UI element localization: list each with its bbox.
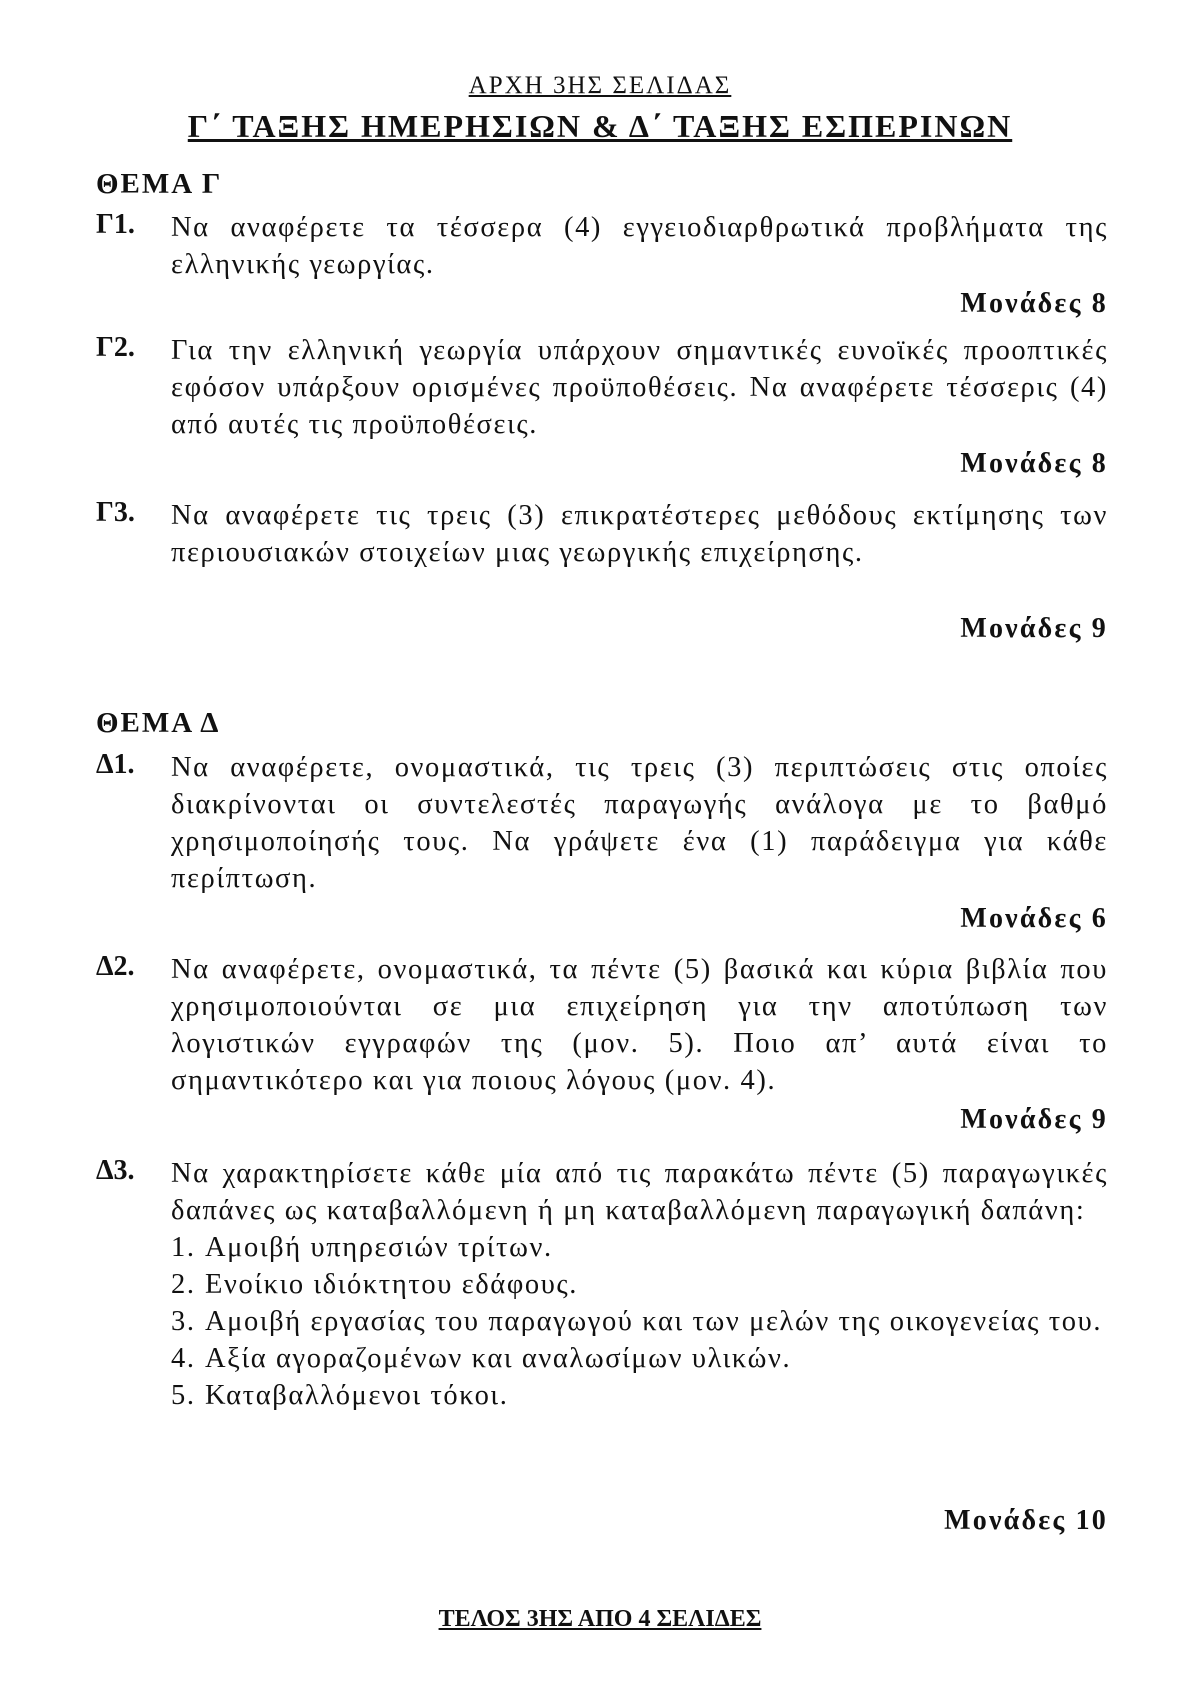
- question-label: Δ3.: [96, 1155, 135, 1186]
- list-item-number: 1.: [171, 1232, 196, 1263]
- list-item: [171, 1229, 1108, 1266]
- page-start-label: ΑΡΧΗ 3ΗΣ ΣΕΛΙΔΑΣ: [468, 72, 732, 99]
- question-label: Γ3.: [96, 497, 135, 528]
- marks-g3: Μονάδες 9: [960, 613, 1108, 644]
- question-text: [171, 1155, 1108, 1414]
- question-intro: Να χαρακτηρίσετε κάθε μία από τις παρακάτω πέντε (5) παραγωγικές δαπάνες ως καταβαλλόμενη ή μη καταβαλλόμενη παραγωγική δαπάνη:: [171, 1158, 1108, 1226]
- list-item-text: Καταβαλλόμενοι τόκοι.: [205, 1380, 509, 1411]
- question-text: Να αναφέρετε τις τρεις (3) επικρατέστερες μεθόδους εκτίμησης των περιουσιακών στοιχείων μιας γεωργικής επιχείρησης.: [171, 500, 1108, 568]
- page-footer: ΤΕΛΟΣ 3ΗΣ ΑΠΟ 4 ΣΕΛΙΔΕΣ: [438, 1606, 762, 1632]
- question-label: Δ1.: [96, 749, 135, 780]
- question-label: Δ2.: [96, 951, 135, 982]
- list-item: [171, 1340, 1108, 1377]
- question-text: Να αναφέρετε, ονομαστικά, τις τρεις (3) περιπτώσεις στις οποίες διακρίνονται οι συντελεστές παραγωγής ανάλογα με το βαθμό χρησιμοποίησής τους. Να γράψετε ένα (1) παράδειγμα για κάθε περίπτωση.: [171, 752, 1108, 894]
- list-item-text: Ενοίκιο ιδιόκτητου εδάφους.: [205, 1269, 579, 1300]
- question-label: Γ2.: [96, 332, 135, 363]
- question-text: Να αναφέρετε τα τέσσερα (4) εγγειοδιαρθρωτικά προβλήματα της ελληνικής γεωργίας.: [171, 212, 1108, 280]
- theme-d-title: ΘΕΜΑ Δ: [96, 707, 221, 739]
- list-item: [171, 1266, 1108, 1303]
- page-header: Γ΄ ΤΑΞΗΣ ΗΜΕΡΗΣΙΩΝ & Δ΄ ΤΑΞΗΣ ΕΣΠΕΡΙΝΩΝ: [187, 108, 1013, 144]
- marks-d1: Μονάδες 6: [960, 903, 1108, 934]
- question-text: Για την ελληνική γεωργία υπάρχουν σημαντικές ευνοϊκές προοπτικές εφόσον υπάρξουν ορισμένες προϋποθέσεις. Να αναφέρετε τέσσερις (4) από αυτές τις προϋποθέσεις.: [171, 335, 1108, 440]
- list-item-number: 4.: [171, 1343, 196, 1374]
- question-text: Να αναφέρετε, ονομαστικά, τα πέντε (5) βασικά και κύρια βιβλία που χρησιμοποιούνται σε μια επιχείρηση για την αποτύπωση των λογιστικών εγγραφών της (μον. 5). Ποιο απ’ αυτά είναι το σημαντικότερο και για ποιους λόγους (μον. 4).: [171, 954, 1108, 1096]
- list-item-text: Αμοιβή εργασίας του παραγωγού και των μελών της οικογενείας του.: [205, 1306, 1103, 1337]
- marks-g2: Μονάδες 8: [960, 448, 1108, 479]
- marks-d3: Μονάδες 10: [944, 1505, 1108, 1536]
- list-item-number: 2.: [171, 1269, 196, 1300]
- theme-g-title: ΘΕΜΑ Γ: [96, 168, 223, 200]
- question-label: Γ1.: [96, 209, 135, 240]
- list-item-text: Αξία αγοραζομένων και αναλωσίμων υλικών.: [205, 1343, 792, 1374]
- list-item: [171, 1303, 1108, 1340]
- marks-d2: Μονάδες 9: [960, 1104, 1108, 1135]
- marks-g1: Μονάδες 8: [960, 288, 1108, 319]
- list-item-number: 3.: [171, 1306, 196, 1337]
- expense-list: [171, 1229, 1108, 1414]
- list-item-number: 5.: [171, 1380, 196, 1411]
- list-item: [171, 1377, 1108, 1414]
- list-item-text: Αμοιβή υπηρεσιών τρίτων.: [205, 1232, 553, 1263]
